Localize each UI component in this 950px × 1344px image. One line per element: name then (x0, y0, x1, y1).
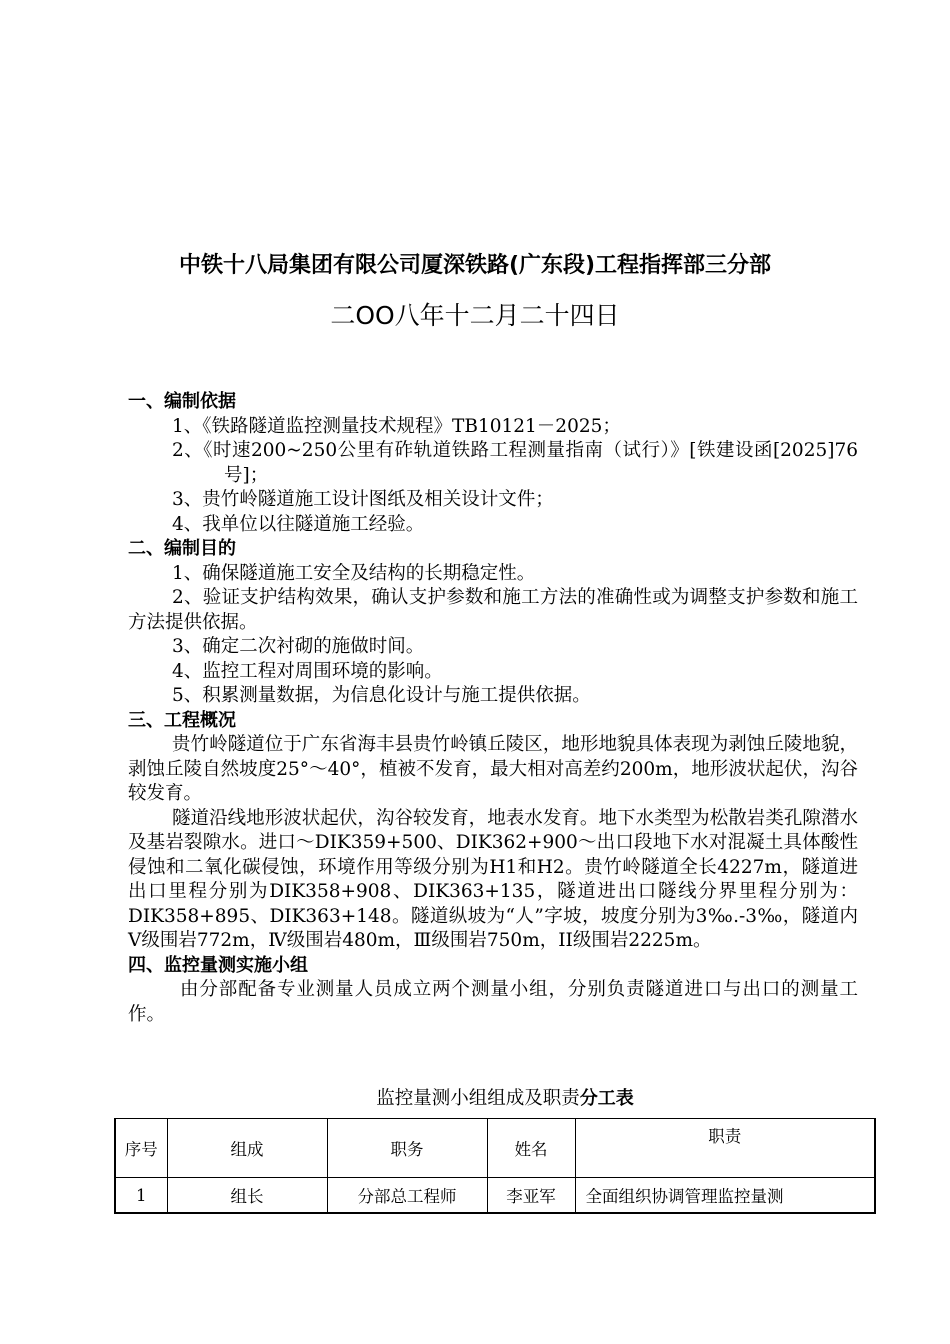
list-item: 4、我单位以往隧道施工经验。 (172, 513, 425, 535)
table-cell: 全面组织协调管理监控量测 (575, 1178, 875, 1214)
table-cell: 分部总工程师 (327, 1178, 487, 1214)
header-cell-duty: 职责 (575, 1119, 875, 1178)
list-item: 2、验证支护结构效果，确认支护参数和施工方法的准确性或为调整支护参数和施工方法提供依据。 (128, 587, 858, 633)
list-item: 4、监控工程对周围环境的影响。 (172, 660, 443, 682)
section-heading-overview: 三、工程概况 (128, 709, 236, 731)
list-item: 1、《铁路隧道监控测量技术规程》TB10121－2025； (172, 415, 621, 437)
table-row (115, 1178, 875, 1214)
table-cell: 1 (115, 1178, 167, 1214)
table-caption-bold: 分工表 (579, 1088, 634, 1109)
list-item: 2、《时速200~250公里有砟轨道铁路工程测量指南（试行）》[铁建设函[2025]76号]； (172, 440, 858, 486)
list-item: 3、确定二次衬砌的施做时间。 (172, 636, 425, 657)
organization-name: 中铁十八局集团有限公司厦深铁路(广东段)工程指挥部三分部 (178, 253, 772, 278)
header-cell-position: 职务 (327, 1119, 487, 1178)
document-date: 二OO八年十二月二十四日 (330, 301, 620, 330)
section-heading-team: 四、监控量测实施小组 (128, 954, 308, 976)
team-paragraph: 由分部配备专业测量人员成立两个测量小组，分别负责隧道进口与出口的测量工作。 (128, 979, 858, 1025)
list-item: 5、积累测量数据，为信息化设计与施工提供依据。 (172, 685, 591, 706)
overview-paragraph: 贵竹岭隧道位于广东省海丰县贵竹岭镇丘陵区，地形地貌具体表现为剥蚀丘陵地貌，剥蚀丘陵自然坡度25°～40°，植被不发育，最大相对高差约200m，地形波状起伏，沟谷较发育。 (128, 734, 858, 804)
list-item: 3、贵竹岭隧道施工设计图纸及相关设计文件； (172, 489, 554, 510)
table-caption-text: 监控量测小组组成及职责 (376, 1088, 580, 1109)
header-cell-index: 序号 (115, 1119, 167, 1178)
duty-table (114, 1118, 876, 1214)
section-heading-basis: 一、编制依据 (128, 391, 236, 412)
section-heading-purpose: 二、编制目的 (128, 538, 236, 559)
header-cell-role: 组成 (167, 1119, 327, 1178)
table-header-row (115, 1119, 875, 1178)
document-body (128, 390, 858, 1027)
table-cell: 组长 (167, 1178, 327, 1214)
table-cell: 李亚军 (487, 1178, 575, 1214)
header-cell-name: 姓名 (487, 1119, 575, 1178)
overview-paragraph: 隧道沿线地形波状起伏，沟谷较发育，地表水发育。地下水类型为松散岩类孔隙潜水及基岩裂隙水。进口～DIK359+500、DIK362+900～出口段地下水对混凝土具体酸性侵蚀和二氧化碳侵蚀，环境作用等级分别为H1和H2。贵竹岭隧道全长4227m，隧道进出口里程分别为DIK358+908、DIK363+135，隧道进出口隧线分界里程分别为：DIK358+895、DIK363+148。隧道纵坡为“人”字坡，坡度分别为3‰.-3‰，隧道内Ⅴ级围岩772m，Ⅳ级围岩480m，Ⅲ级围岩750m，II级围岩2225m。 (128, 807, 858, 951)
table-caption (0, 1084, 950, 1110)
list-item: 1、确保隧道施工安全及结构的长期稳定性。 (172, 562, 536, 584)
